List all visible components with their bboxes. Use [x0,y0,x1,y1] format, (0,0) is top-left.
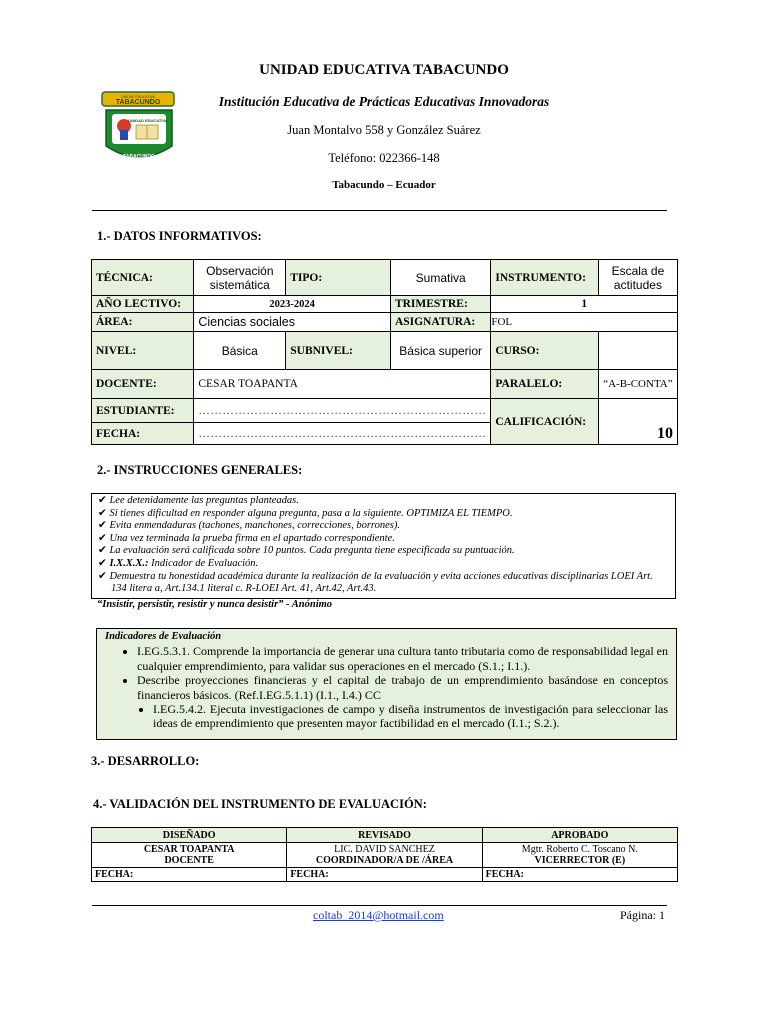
indicator-item: • Describe proyecciones financieras y el capital de trabajo de un emprendimiento basándose en conceptos financieros básicos. (Ref.I.EG.5.1.1) (I.1., I.4.) CC [137,673,668,702]
section1-title: 1.- DATOS INFORMATIVOS: [97,229,262,243]
section3-title: 3.- DESARROLLO: [91,754,200,768]
indicators-title: Indicadores de Evaluación [105,631,222,642]
instrumento-value: Escala de actitudes [598,260,677,296]
instructions-box [91,493,676,599]
indicator-item: • I.EG.5.3.1. Comprende la importancia de generar una cultura tanto tributaria como de responsabilidad legal en cualquier emprendimiento, para validar sus operaciones en el mercado (S.1.; I.1.). [137,644,668,673]
area-value: Ciencias sociales [194,313,391,332]
instruction-item: ✔ Lee detenidamente las preguntas planteadas. [98,495,299,506]
paralelo-label: PARALELO: [491,370,599,399]
check-icon: ✔ [98,545,107,557]
signer-approved: Mgtr. Roberto C. Toscano N. VICERRECTOR (E) [482,843,677,868]
instruction-item: ✔ Si tienes dificultad en responder alguna pregunta, pasa a la siguiente. OPTIMIZA EL TIEMPO. [98,507,513,519]
docente-value: CESAR TOAPANTA [194,370,491,399]
tipo-label: TIPO: [286,260,391,296]
check-icon: ✔ [98,507,107,519]
instruction-item: ✔ Una vez terminada la prueba firma en el apartado correspondiente. [98,532,395,544]
check-icon: ✔ [98,557,107,569]
tipo-value: Sumativa [390,260,490,296]
indicator-code: I.X.X.X.: [109,557,149,569]
validation-table [91,827,678,882]
logo-text-name: TABACUNDO [115,99,161,106]
school-location: Tabacundo – Ecuador [332,179,436,191]
check-icon: ✔ [98,520,107,532]
indicator-item: • I.EG.5.4.2. Ejecuta investigaciones de campo y diseña instrumentos de investigación para seleccionar las ideas de emprendimiento que presenten mayor factibilidad en el mercado (I.1.; S.2.). [153,702,668,731]
header-revisado: REVISADO [287,828,482,843]
header-disenado: DISEÑADO [92,828,287,843]
calificacion-label: CALIFICACIÓN: [491,399,599,445]
subnivel-value: Básica superior [390,332,490,370]
instruction-item: ✔ La evaluación será calificada sobre 10 puntos. Cada pregunta tiene especificada su puntuación. [98,545,515,557]
calificacion-value: 10 [598,399,677,445]
docente-label: DOCENTE: [92,370,194,399]
fecha-label: FECHA: [92,423,194,445]
indicators-list [105,644,668,702]
instruction-item: ✔ I.X.X.X.: Indicador de Evaluación. [98,557,259,569]
estudiante-value: ……………………………………………………………… [194,399,491,423]
check-icon: ✔ [98,570,107,582]
header-aprobado: APROBADO [482,828,677,843]
signer-designed: CESAR TOAPANTA DOCENTE [92,843,287,868]
curso-label: CURSO: [491,332,599,370]
fecha-value: ……………………………………………………………… [194,423,491,445]
trimestre-label: TRIMESTRE: [390,296,490,313]
info-table [91,259,678,445]
school-address: Juan Montalvo 558 y González Suárez [287,123,481,137]
asignatura-value: FOL [491,313,678,332]
motivational-quote: “Insistir, persistir, resistir y nunca desistir” - Anónimo [97,599,333,610]
fecha-reviewed: FECHA: [287,868,482,882]
nivel-value: Básica [194,332,286,370]
instruction-item: ✔ Demuestra tu honestidad académica durante la realización de la evaluación y evita acciones educativas disciplinarias LOEI Art. 134 litera a, Art.134.1 literal c. R-LOEI Art. 41, Art.42, Art.43. [98,570,653,595]
fecha-approved: FECHA: [482,868,677,882]
logo-text-inner: UNIDAD EDUCATIVA [128,118,168,123]
tecnica-label: TÉCNICA: [92,260,194,296]
indicators-box [96,628,677,740]
anio-label: AÑO LECTIVO: [92,296,194,313]
estudiante-label: ESTUDIANTE: [92,399,194,423]
anio-value: 2023-2024 [194,296,391,313]
check-icon: ✔ [98,495,107,506]
footer-divider [92,905,667,906]
school-title: UNIDAD EDUCATIVA TABACUNDO [259,62,509,78]
institution-subtitle: Institución Educativa de Prácticas Educativas Innovadoras [218,94,550,109]
logo-text-top: UNIDAD EDUCATIVA [121,95,155,99]
section4-title: 4.- VALIDACIÓN DEL INSTRUMENTO DE EVALUACIÓN: [93,797,427,811]
area-label: ÁREA: [92,313,194,332]
instruction-item: ✔ Evita enmendaduras (tachones, manchones, correcciones, borrones). [98,520,400,532]
header-divider [92,210,667,211]
indicators-sublist [105,702,668,731]
instrumento-label: INSTRUMENTO: [491,260,599,296]
asignatura-label: ASIGNATURA: [390,313,490,332]
fecha-designed: FECHA: [92,868,287,882]
section2-title: 2.- INSTRUCCIONES GENERALES: [97,463,303,477]
tecnica-value: Observación sistemática [194,260,286,296]
trimestre-value: 1 [491,296,678,313]
page-number: Página: 1 [620,908,665,922]
footer-email-link[interactable]: coltab_2014@hotmail.com [313,908,444,922]
curso-value [598,332,677,370]
signer-reviewed: LIC. DAVID SANCHEZ COORDINADOR/A DE /ÁREA [287,843,482,868]
subnivel-label: SUBNIVEL: [286,332,391,370]
nivel-label: NIVEL: [92,332,194,370]
paralelo-value: “A-B-CONTA” [598,370,677,399]
logo-text-bottom: TABACUNDO [123,154,155,160]
school-phone: Teléfono: 022366-148 [328,151,440,165]
check-icon: ✔ [98,532,107,544]
